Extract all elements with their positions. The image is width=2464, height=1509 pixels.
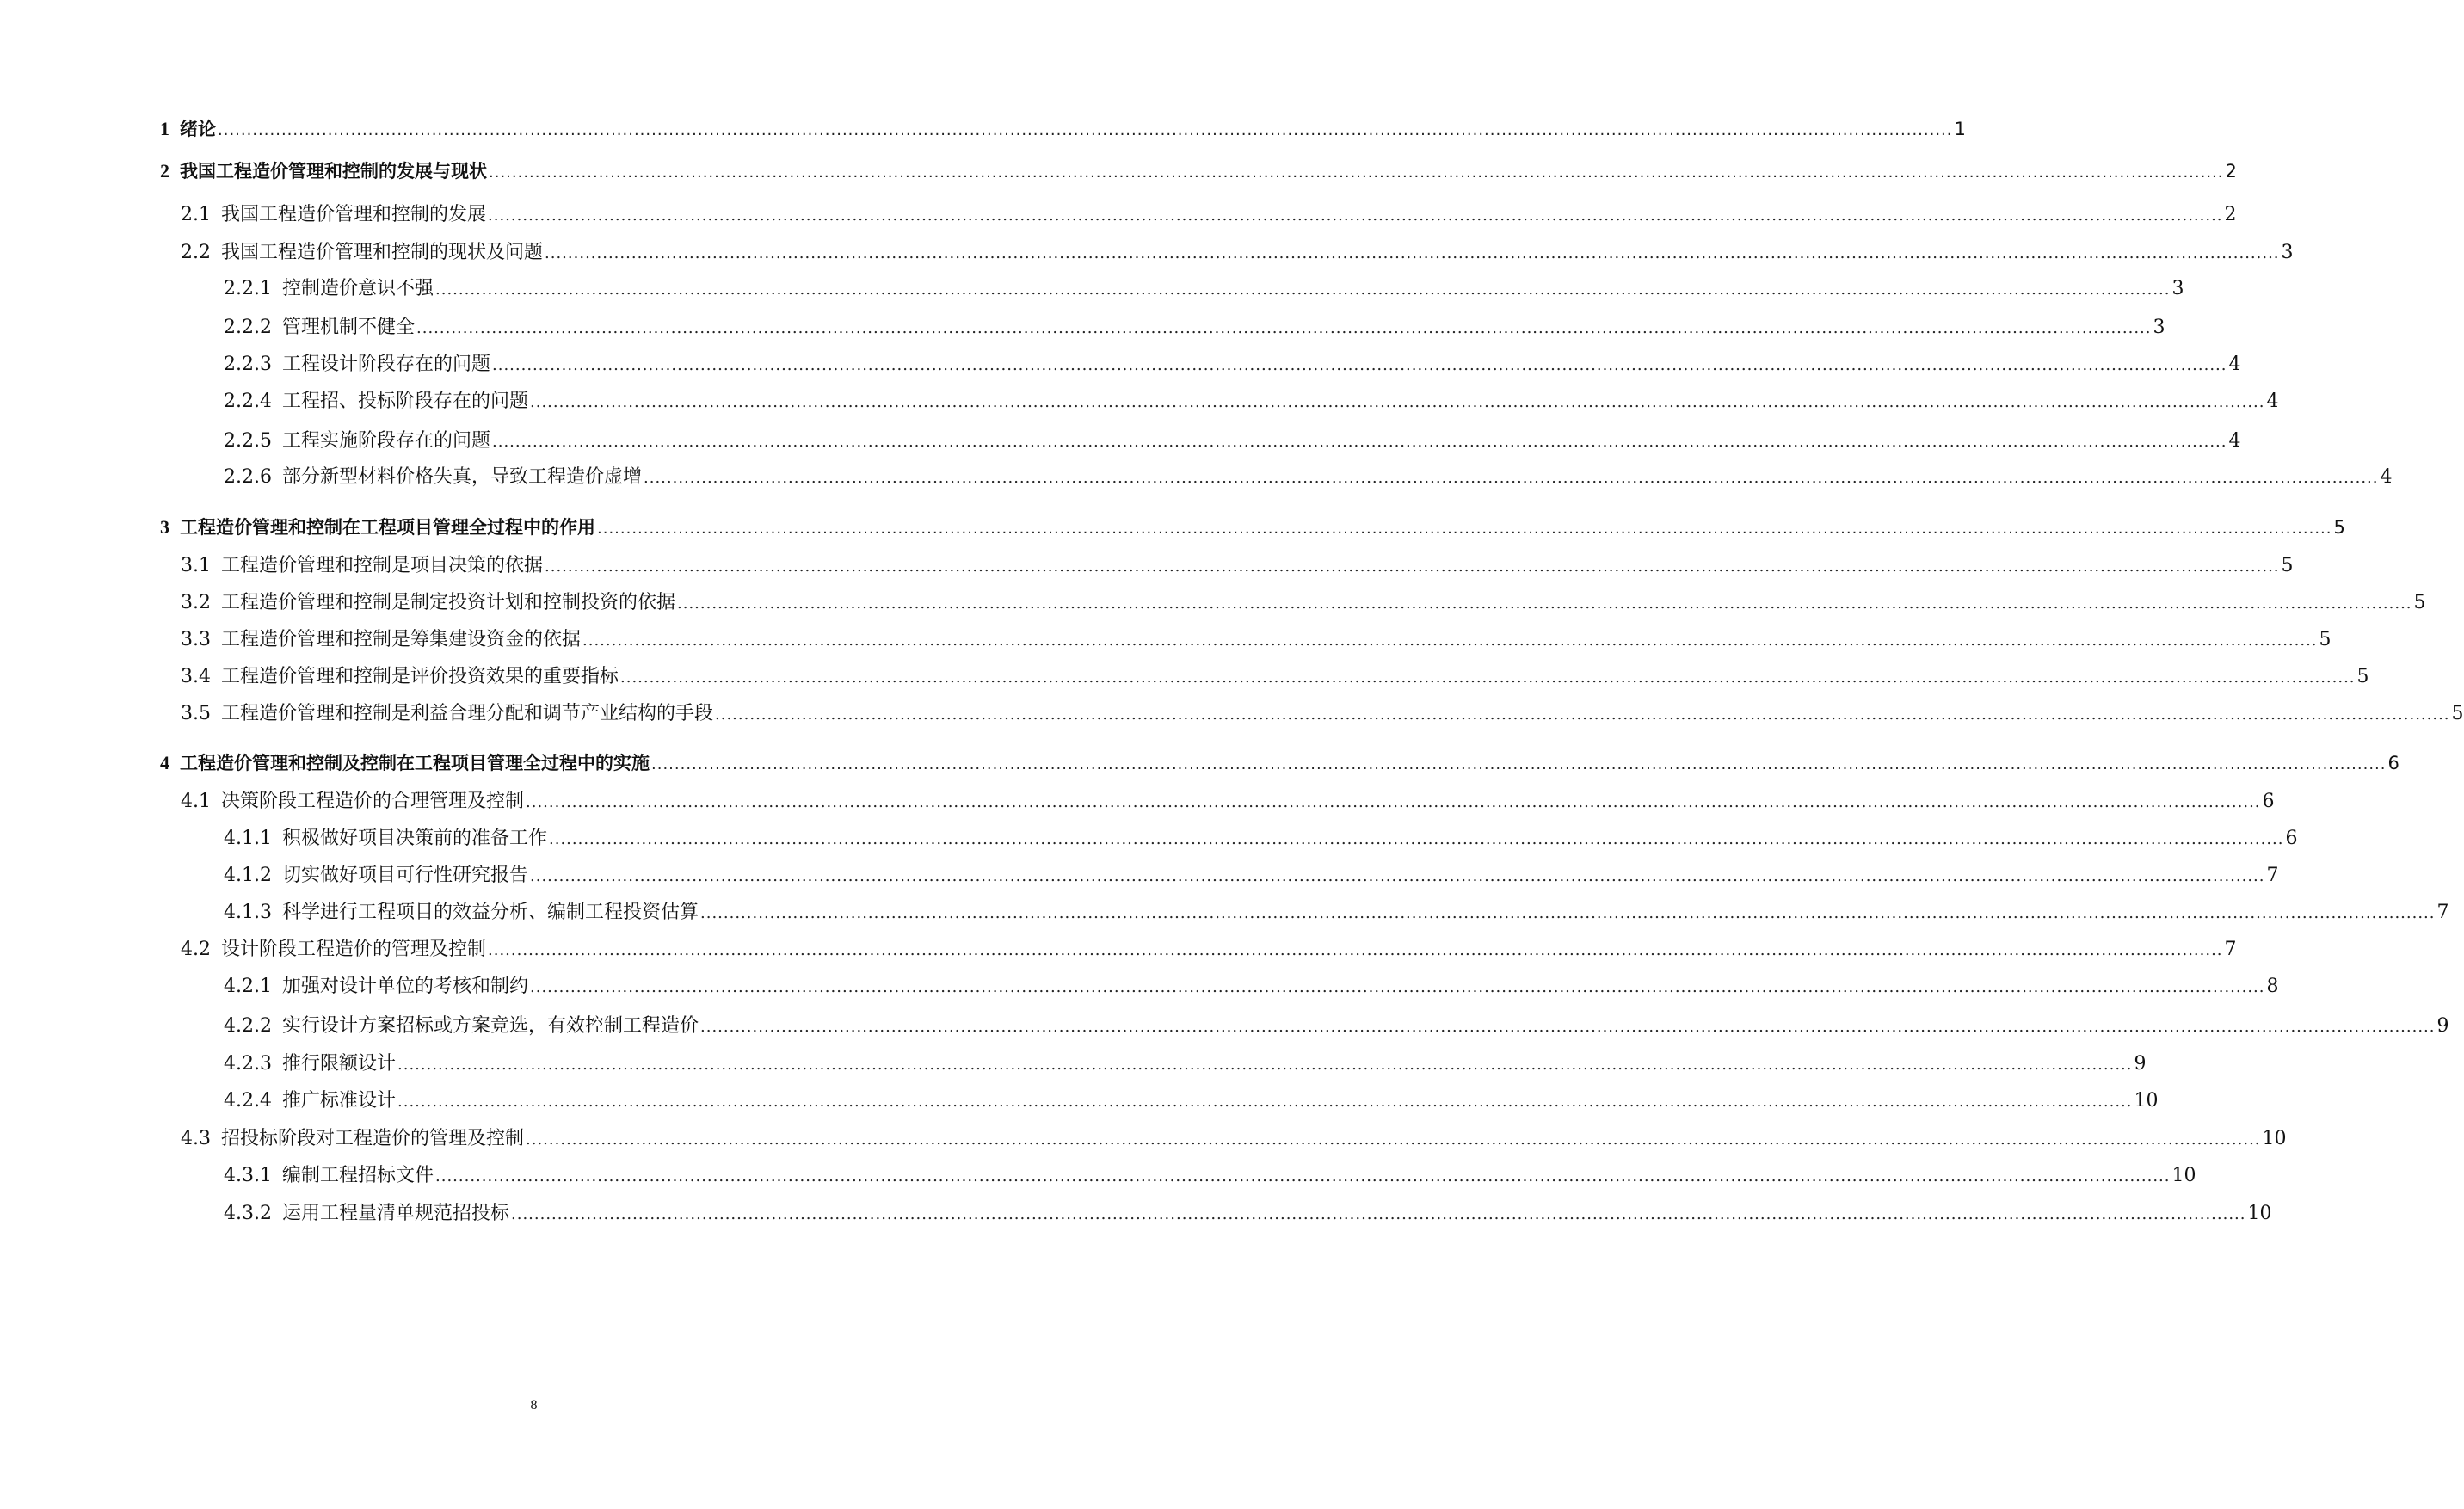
toc-entry-title: 我国工程造价管理和控制的发展	[221, 204, 487, 225]
dot-leader: ............................................................................................................................................................................................................................................................................................................	[677, 594, 2412, 613]
toc-entry-number: 4.1	[181, 791, 211, 812]
toc-entry-number: 4.2	[181, 939, 211, 960]
dot-leader: ............................................................................................................................................................................................................................................................................................................	[545, 557, 2280, 576]
dot-leader: ............................................................................................................................................................................................................................................................................................................	[511, 1205, 2246, 1223]
toc-entry-number: 2.2.4	[224, 391, 272, 412]
toc-entry[interactable]	[181, 590, 2426, 617]
dot-leader: ............................................................................................................................................................................................................................................................................................................	[597, 520, 2332, 538]
toc-entry-title: 工程造价管理和控制及控制在工程项目管理全过程中的实施	[180, 753, 650, 773]
toc-entry[interactable]	[224, 1201, 2272, 1228]
toc-entry-page: 5	[2333, 517, 2345, 538]
toc-entry-title: 运用工程量清单规范招投标	[281, 1203, 509, 1224]
toc-entry-title: 编制工程招标文件	[281, 1165, 434, 1186]
toc-entry-number: 4.1.1	[224, 828, 272, 849]
toc-entry-number: 3.4	[181, 666, 211, 687]
toc-entry[interactable]	[181, 937, 2237, 964]
toc-entry-number: 3.1	[181, 555, 211, 576]
toc-entry[interactable]	[224, 863, 2279, 890]
toc-entry-title: 实行设计方案招标或方案竞选，有效控制工程造价	[281, 1015, 699, 1037]
toc-entry-number: 4.2.4	[224, 1090, 272, 1112]
dot-leader: ............................................................................................................................................................................................................................................................................................................	[492, 433, 2227, 451]
dot-leader: ............................................................................................................................................................................................................................................................................................................	[644, 469, 2379, 487]
toc-entry-page: 7	[2266, 865, 2279, 886]
toc-entry-number: 2.2	[181, 242, 211, 263]
toc-entry[interactable]	[224, 1163, 2196, 1190]
toc-entry-page: 10	[2262, 1128, 2287, 1149]
toc-entry-number: 2.1	[181, 204, 211, 225]
toc-entry[interactable]	[181, 202, 2237, 229]
toc-entry[interactable]	[181, 553, 2294, 580]
toc-entry-number: 4.1.3	[224, 902, 272, 923]
dot-leader: ............................................................................................................................................................................................................................................................................................................	[492, 356, 2227, 374]
toc-entry-number: 4.1.2	[224, 865, 272, 886]
toc-entry[interactable]	[160, 116, 1966, 144]
toc-entry[interactable]	[181, 789, 2275, 816]
toc-entry-number: 4.3.1	[224, 1165, 272, 1186]
toc-entry-number: 1	[160, 118, 169, 139]
toc-entry-title: 工程造价管理和控制是评价投资效果的重要指标	[221, 666, 619, 687]
toc-entry-page: 7	[2224, 939, 2237, 960]
dot-leader: ............................................................................................................................................................................................................................................................................................................	[488, 941, 2223, 959]
toc-entry-number: 2.2.3	[224, 354, 272, 375]
dot-leader: ............................................................................................................................................................................................................................................................................................................	[489, 163, 2224, 182]
toc-entry[interactable]	[224, 315, 2165, 342]
dot-leader: ............................................................................................................................................................................................................................................................................................................	[582, 631, 2318, 650]
toc-entry-page: 2	[2225, 161, 2237, 182]
dot-leader: ............................................................................................................................................................................................................................................................................................................	[397, 1056, 2133, 1074]
toc-entry-title: 我国工程造价管理和控制的发展与现状	[180, 161, 487, 182]
toc-entry-page: 10	[2247, 1203, 2272, 1224]
page-number: 8	[530, 1398, 538, 1413]
toc-entry-page: 9	[2436, 1015, 2449, 1037]
toc-entry[interactable]	[224, 352, 2241, 379]
toc-entry-page: 10	[2134, 1090, 2159, 1112]
toc-entry[interactable]	[181, 240, 2294, 267]
toc-entry-number: 3.2	[181, 592, 211, 613]
toc-entry-number: 3.5	[181, 703, 211, 724]
toc-entry[interactable]	[160, 514, 2345, 542]
dot-leader: ............................................................................................................................................................................................................................................................................................................	[526, 1130, 2261, 1149]
toc-entry-title: 切实做好项目可行性研究报告	[281, 865, 528, 886]
toc-entry-title: 决策阶段工程造价的合理管理及控制	[221, 791, 525, 812]
dot-leader: ............................................................................................................................................................................................................................................................................................................	[416, 319, 2152, 337]
toc-entry-title: 我国工程造价管理和控制的现状及问题	[221, 242, 544, 263]
toc-entry-title: 工程造价管理和控制是筹集建设资金的依据	[221, 629, 582, 650]
toc-entry-title: 工程造价管理和控制在工程项目管理全过程中的作用	[180, 517, 595, 538]
toc-entry-title: 推行限额设计	[281, 1053, 396, 1075]
toc-entry-title: 管理机制不健全	[281, 317, 415, 338]
toc-entry[interactable]	[224, 974, 2279, 1001]
dot-leader: ............................................................................................................................................................................................................................................................................................................	[700, 1018, 2436, 1036]
toc-entry[interactable]	[224, 465, 2393, 491]
toc-entry-title: 科学进行工程项目的效益分析、编制工程投资估算	[281, 902, 699, 923]
toc-entry-title: 设计阶段工程造价的管理及控制	[221, 939, 487, 960]
dot-leader: ............................................................................................................................................................................................................................................................................................................	[435, 280, 2171, 299]
toc-entry[interactable]	[181, 664, 2369, 691]
toc-entry-page: 4	[2228, 430, 2241, 452]
toc-entry-page: 6	[2387, 753, 2399, 773]
toc-entry-number: 2.2.6	[224, 466, 272, 488]
toc-entry[interactable]	[224, 428, 2241, 455]
toc-entry-number: 3	[160, 516, 169, 538]
toc-entry-page: 5	[2413, 592, 2426, 613]
toc-entry-title: 工程造价管理和控制是项目决策的依据	[221, 555, 544, 576]
toc-entry-number: 2.2.1	[224, 278, 272, 299]
toc-entry-title: 部分新型材料价格失真，导致工程造价虚增	[281, 466, 642, 488]
toc-entry-number: 4.2.1	[224, 976, 272, 997]
toc-entry-page: 6	[2262, 791, 2275, 812]
dot-leader: ............................................................................................................................................................................................................................................................................................................	[526, 793, 2261, 811]
dot-leader: ............................................................................................................................................................................................................................................................................................................	[530, 393, 2265, 411]
toc-entry-number: 4.3.2	[224, 1203, 272, 1224]
toc-entry[interactable]	[224, 1013, 2449, 1040]
dot-leader: ............................................................................................................................................................................................................................................................................................................	[545, 244, 2280, 262]
toc-entry-number: 2.2.5	[224, 430, 272, 452]
toc-entry-page: 5	[2451, 703, 2464, 724]
dot-leader: ............................................................................................................................................................................................................................................................................................................	[549, 830, 2284, 848]
toc-entry-number: 2.2.2	[224, 317, 272, 338]
toc-entry-title: 工程设计阶段存在的问题	[281, 354, 490, 375]
dot-leader: ............................................................................................................................................................................................................................................................................................................	[620, 668, 2356, 687]
toc-entry-page: 8	[2266, 976, 2279, 997]
toc-entry-page: 5	[2356, 666, 2369, 687]
toc-entry-page: 4	[2266, 391, 2279, 412]
toc-entry-page: 3	[2171, 278, 2184, 299]
dot-leader: ............................................................................................................................................................................................................................................................................................................	[488, 206, 2223, 225]
toc-entry-number: 4	[160, 752, 169, 773]
toc-entry[interactable]	[181, 1126, 2287, 1153]
toc-entry-number: 3.3	[181, 629, 211, 650]
toc-entry-page: 3	[2281, 242, 2294, 263]
toc-entry[interactable]	[224, 900, 2449, 927]
toc-entry[interactable]	[181, 701, 2464, 728]
toc-entry[interactable]	[224, 276, 2184, 303]
dot-leader: ............................................................................................................................................................................................................................................................................................................	[435, 1167, 2171, 1186]
dot-leader: ............................................................................................................................................................................................................................................................................................................	[715, 705, 2450, 724]
dot-leader: ............................................................................................................................................................................................................................................................................................................	[397, 1093, 2133, 1111]
dot-leader: ............................................................................................................................................................................................................................................................................................................	[651, 755, 2387, 773]
toc-entry-title: 控制造价意识不强	[281, 278, 434, 299]
toc-entry-title: 工程造价管理和控制是制定投资计划和控制投资的依据	[221, 592, 676, 613]
toc-entry-title: 推广标准设计	[281, 1090, 396, 1112]
toc-entry-page: 7	[2436, 902, 2449, 923]
toc-entry-number: 2	[160, 160, 169, 182]
dot-leader: ............................................................................................................................................................................................................................................................................................................	[530, 867, 2265, 885]
toc-entry-page: 4	[2228, 354, 2241, 375]
toc-entry-title: 工程实施阶段存在的问题	[281, 430, 490, 452]
toc-entry[interactable]	[224, 1051, 2147, 1078]
toc-entry-title: 加强对设计单位的考核和制约	[281, 976, 528, 997]
toc-entry-title: 工程招、投标阶段存在的问题	[281, 391, 528, 412]
toc-entry-number: 4.2.2	[224, 1015, 272, 1037]
toc-entry-title: 积极做好项目决策前的准备工作	[281, 828, 547, 849]
toc-entry-page: 1	[1954, 119, 1966, 139]
toc-entry-page: 4	[2380, 466, 2393, 488]
toc-entry[interactable]	[224, 1088, 2159, 1115]
toc-entry-title: 绪论	[180, 119, 216, 139]
toc-entry[interactable]	[224, 826, 2298, 853]
toc-entry-page: 5	[2319, 629, 2332, 650]
dot-leader: ............................................................................................................................................................................................................................................................................................................	[700, 904, 2436, 922]
toc-entry[interactable]	[181, 627, 2332, 654]
toc-entry-number: 4.2.3	[224, 1053, 272, 1075]
toc-entry-number: 4.3	[181, 1128, 211, 1149]
toc-entry[interactable]	[224, 389, 2279, 416]
toc-entry-page: 9	[2134, 1053, 2147, 1075]
toc-entry-page: 2	[2224, 204, 2237, 225]
dot-leader: ............................................................................................................................................................................................................................................................................................................	[218, 121, 1953, 139]
toc-entry[interactable]	[160, 750, 2399, 778]
toc-entry-page: 3	[2153, 317, 2165, 338]
dot-leader: ............................................................................................................................................................................................................................................................................................................	[530, 978, 2265, 996]
toc-entry-page: 10	[2171, 1165, 2196, 1186]
toc-entry-title: 招投标阶段对工程造价的管理及控制	[221, 1128, 525, 1149]
toc-entry-page: 5	[2281, 555, 2294, 576]
toc-entry[interactable]	[160, 158, 2237, 186]
toc-entry-title: 工程造价管理和控制是利益合理分配和调节产业结构的手段	[221, 703, 714, 724]
toc-entry-page: 6	[2285, 828, 2298, 849]
